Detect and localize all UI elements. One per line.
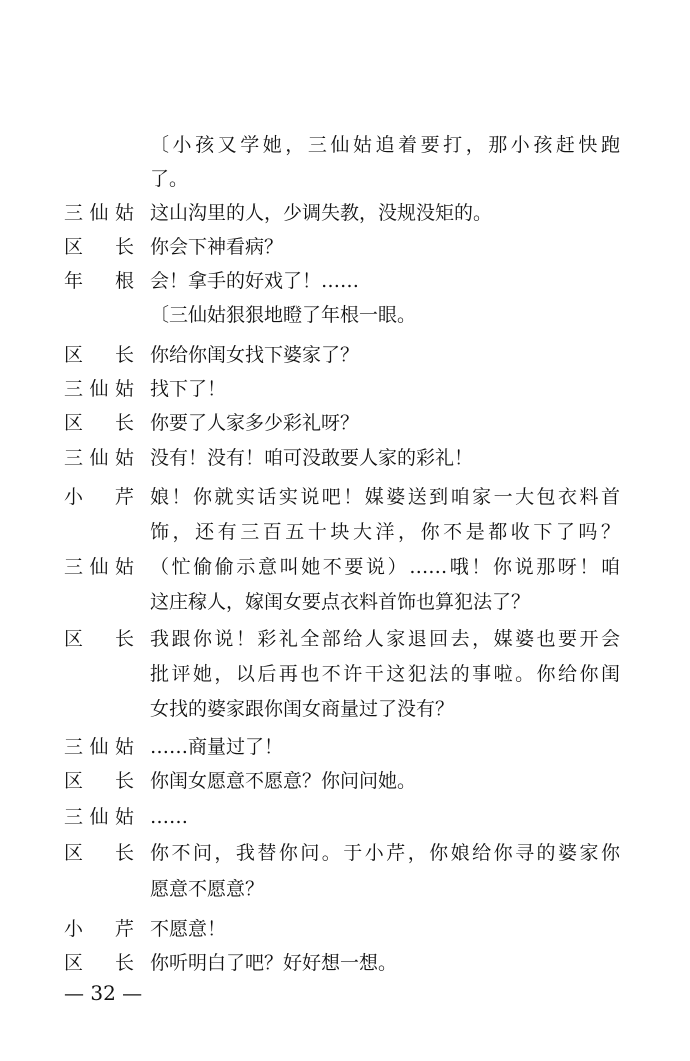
- speaker-name: 三仙姑: [64, 378, 134, 400]
- dialogue-text: 这庄稼人，嫁闺女要点衣料首饰也算犯法了？: [150, 591, 531, 613]
- script-line: [0, 128, 690, 162]
- dialogue-text: 批评她，以后再也不许干这犯法的事啦。你给你闺: [150, 663, 620, 685]
- speaker-name: 年 根: [64, 270, 134, 292]
- speaker-name: 三仙姑: [64, 556, 134, 578]
- script-line: [0, 298, 690, 332]
- dialogue-text: 饰，还有三百五十块大洋，你不是都收下了吗？: [150, 521, 620, 543]
- dialogue-text: 你要了人家多少彩礼呀？: [150, 412, 360, 434]
- script-line: [0, 692, 690, 726]
- script-line: [0, 946, 690, 980]
- dialogue-text: 了。: [150, 168, 189, 190]
- speaker-name: 区 长: [64, 770, 134, 792]
- dialogue-text: 我跟你说！彩礼全部给人家退回去，媒婆也要开会: [150, 628, 620, 650]
- speaker-name: 三仙姑: [64, 806, 134, 828]
- speaker-name: 区 长: [64, 842, 134, 864]
- dialogue-text: 〔三仙姑狠狠地瞪了年根一眼。: [150, 304, 417, 326]
- dialogue-text: 愿意不愿意？: [150, 878, 265, 900]
- script-line: [0, 406, 690, 440]
- dialogue-text: 你不问，我替你问。于小芹，你娘给你寻的婆家你: [150, 842, 620, 864]
- page-number: — 32 —: [64, 981, 143, 1005]
- speaker-name: 区 长: [64, 236, 134, 258]
- dialogue-text: 女找的婆家跟你闺女商量过了没有？: [150, 698, 455, 720]
- dialogue-text: ……: [150, 806, 188, 828]
- script-line: [0, 230, 690, 264]
- script-line: [0, 872, 690, 906]
- dialogue-text: 娘！你就实话实说吧！媒婆送到咱家一大包衣料首: [150, 486, 620, 508]
- script-line: [0, 162, 690, 196]
- script-line: [0, 730, 690, 764]
- dialogue-text: 找下了！: [150, 378, 227, 400]
- script-line: [0, 764, 690, 798]
- dialogue-text: （忙偷偷示意叫她不要说）……哦！你说那呀！咱: [150, 556, 620, 578]
- dialogue-text: 你给你闺女找下婆家了？: [150, 344, 360, 366]
- script-line: [0, 800, 690, 834]
- script-line: [0, 480, 690, 514]
- script-line: [0, 441, 690, 475]
- dialogue-text: 你会下神看病？: [150, 236, 284, 258]
- dialogue-text: 你闺女愿意不愿意？你问问她。: [150, 770, 417, 792]
- speaker-name: 小 芹: [64, 486, 134, 508]
- script-line: [0, 912, 690, 946]
- dialogue-text: 〔小孩又学她，三仙姑追着要打，那小孩赶快跑: [150, 134, 620, 156]
- speaker-name: 区 长: [64, 412, 134, 434]
- speaker-name: 三仙姑: [64, 202, 134, 224]
- script-line: [0, 264, 690, 298]
- script-line: [0, 836, 690, 870]
- speaker-name: 三仙姑: [64, 447, 134, 469]
- dialogue-text: 你听明白了吧？好好想一想。: [150, 952, 398, 974]
- script-line: [0, 657, 690, 691]
- dialogue-text: 不愿意！: [150, 918, 227, 940]
- script-line: [0, 585, 690, 619]
- speaker-name: 区 长: [64, 952, 134, 974]
- speaker-name: 区 长: [64, 344, 134, 366]
- script-line: [0, 338, 690, 372]
- script-line: [0, 622, 690, 656]
- script-line: [0, 372, 690, 406]
- dialogue-text: ……商量过了！: [150, 736, 284, 758]
- speaker-name: 小 芹: [64, 918, 134, 940]
- script-line: [0, 550, 690, 584]
- speaker-name: 区 长: [64, 628, 134, 650]
- speaker-name: 三仙姑: [64, 736, 134, 758]
- script-line: [0, 515, 690, 549]
- dialogue-text: 会！拿手的好戏了！……: [150, 270, 360, 292]
- dialogue-text: 这山沟里的人，少调失教，没规没矩的。: [150, 202, 493, 224]
- script-line: [0, 196, 690, 230]
- dialogue-text: 没有！没有！咱可没敢要人家的彩礼！: [150, 447, 474, 469]
